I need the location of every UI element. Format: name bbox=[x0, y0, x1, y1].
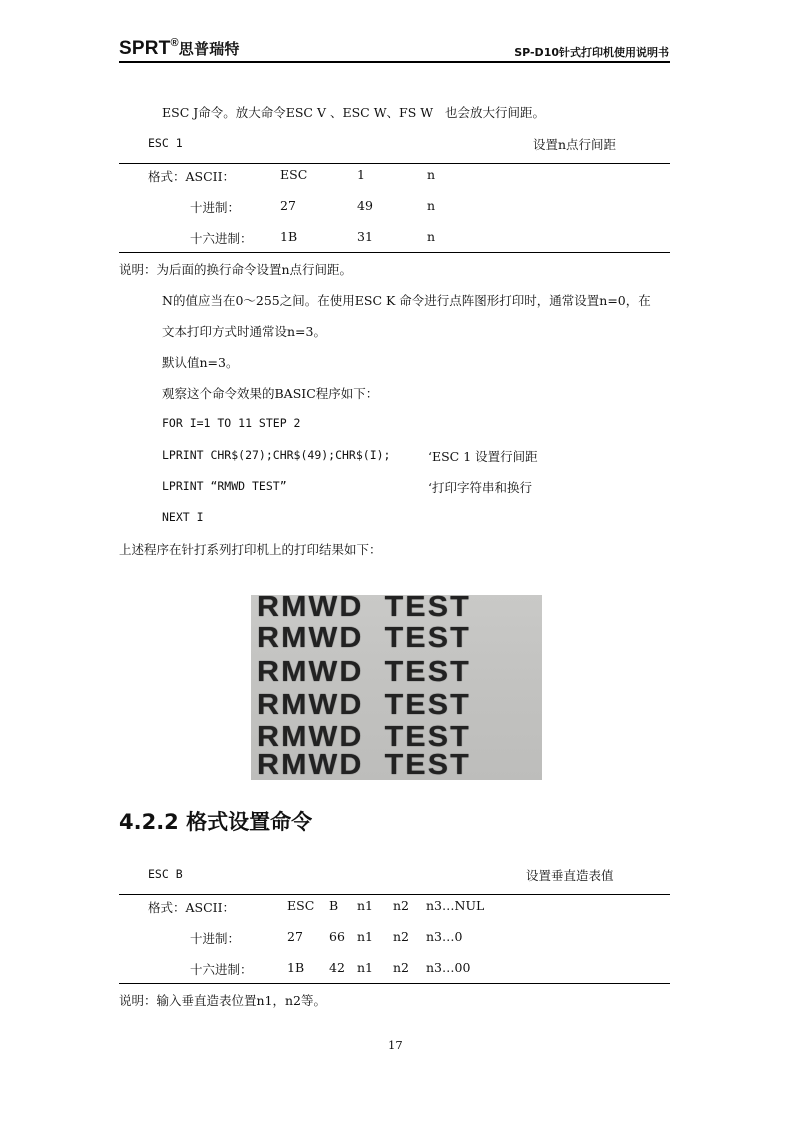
document-title: SP-D10针式打印机使用说明书 bbox=[514, 46, 669, 59]
command-name-escB: ESC B bbox=[148, 867, 183, 881]
cell: n3…0 bbox=[426, 929, 463, 944]
code-line: FOR I=1 TO 11 STEP 2 bbox=[162, 416, 301, 430]
cell: ESC bbox=[280, 167, 308, 182]
cell: n3…00 bbox=[426, 960, 471, 975]
table-top-rule bbox=[119, 894, 670, 895]
cell: 27 bbox=[287, 929, 303, 944]
cell: n bbox=[427, 167, 436, 182]
cell: n1 bbox=[357, 898, 374, 913]
table-bottom-rule bbox=[119, 983, 670, 984]
brand-logo bbox=[119, 38, 240, 60]
result-caption: 上述程序在针打系列打印机上的打印结果如下： bbox=[119, 542, 382, 557]
row-label-ascii: 格式：ASCII： bbox=[148, 169, 236, 184]
cell: n1 bbox=[357, 960, 374, 975]
cell: 1B bbox=[280, 229, 298, 244]
command-description-escB: 设置垂直造表值 bbox=[526, 868, 614, 883]
row-label-hex: 十六进制： bbox=[190, 231, 253, 246]
row-label-hex: 十六进制： bbox=[190, 962, 253, 977]
row-label-decimal: 十进制： bbox=[190, 931, 241, 946]
cell: n2 bbox=[393, 960, 410, 975]
command-description-esc1: 设置n点行间距 bbox=[533, 137, 617, 152]
cell: B bbox=[329, 898, 339, 913]
table-bottom-rule bbox=[119, 252, 670, 253]
cell: 49 bbox=[357, 198, 373, 213]
print-line: RMWD TEST bbox=[257, 595, 471, 623]
cell: 31 bbox=[357, 229, 373, 244]
page-number: 17 bbox=[388, 1038, 403, 1052]
section-heading: 4.2.2 格式设置命令 bbox=[119, 810, 313, 834]
cell: n3…NUL bbox=[426, 898, 485, 913]
note-escB: 说明：输入垂直造表位置n1，n2等。 bbox=[119, 993, 327, 1008]
cell: n2 bbox=[393, 929, 410, 944]
intro-text: ESC J命令。放大命令ESC V 、ESC W、FS W 也会放大行间距。 bbox=[162, 105, 546, 120]
table-top-rule bbox=[119, 163, 670, 164]
note-esc1: 说明：为后面的换行命令设置n点行间距。 bbox=[119, 262, 353, 277]
paragraph: 文本打印方式时通常设n=3。 bbox=[162, 324, 326, 339]
print-line: RMWD TEST bbox=[257, 656, 471, 688]
code-comment: ‘ESC 1 设置行间距 bbox=[428, 449, 538, 464]
print-line: RMWD TEST bbox=[257, 689, 471, 721]
paragraph: 观察这个命令效果的BASIC程序如下： bbox=[162, 386, 379, 401]
row-label-ascii: 格式：ASCII： bbox=[148, 900, 236, 915]
print-sample-photo bbox=[251, 595, 542, 780]
print-line: RMWD TEST bbox=[257, 622, 471, 654]
cell: 42 bbox=[329, 960, 345, 975]
header-divider bbox=[119, 61, 670, 63]
row-label-decimal: 十进制： bbox=[190, 200, 241, 215]
cell: n1 bbox=[357, 929, 374, 944]
code-comment: ‘打印字符串和换行 bbox=[428, 480, 532, 495]
paragraph: N的值应当在0～255之间。在使用ESC K 命令进行点阵图形打印时，通常设置n=0，在 bbox=[162, 293, 651, 308]
cell: n bbox=[427, 229, 436, 244]
brand-name-cn: 思普瑞特 bbox=[178, 40, 240, 58]
registered-mark: ® bbox=[170, 37, 179, 49]
command-name-esc1: ESC 1 bbox=[148, 136, 183, 150]
code-line: NEXT I bbox=[162, 510, 204, 524]
paragraph: 默认值n=3。 bbox=[162, 355, 239, 370]
print-line: RMWD TEST bbox=[257, 749, 471, 780]
cell: 66 bbox=[329, 929, 345, 944]
brand-name: SPRT bbox=[119, 38, 171, 59]
cell: ESC bbox=[287, 898, 315, 913]
print-line: RMWD TEST bbox=[257, 721, 471, 753]
cell: n2 bbox=[393, 898, 410, 913]
code-line: LPRINT CHR$(27);CHR$(49);CHR$(I); bbox=[162, 448, 391, 462]
cell: 27 bbox=[280, 198, 296, 213]
cell: 1B bbox=[287, 960, 305, 975]
cell: 1 bbox=[357, 167, 365, 182]
cell: n bbox=[427, 198, 436, 213]
code-line: LPRINT “RMWD TEST” bbox=[162, 479, 287, 493]
